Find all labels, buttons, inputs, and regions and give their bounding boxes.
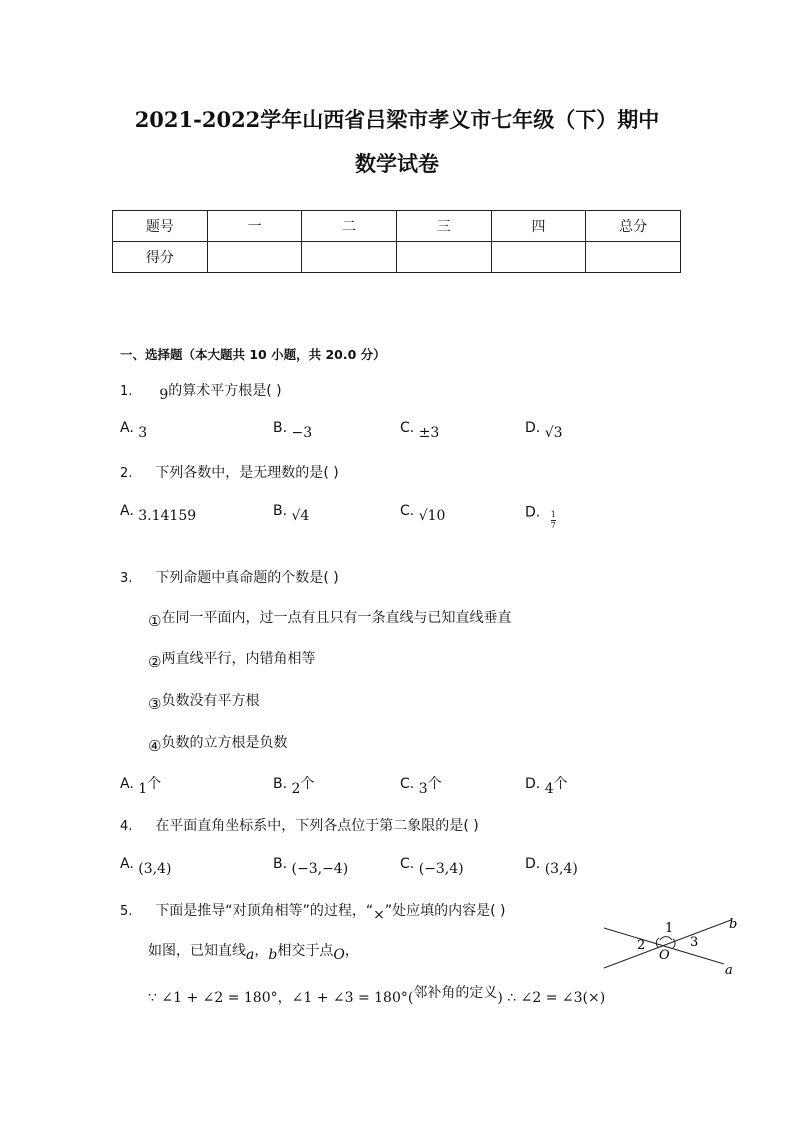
option-text: ±3 xyxy=(418,425,440,441)
answer-paren[interactable]: ( ) xyxy=(323,465,339,481)
fraction-denominator: 7 xyxy=(550,521,556,530)
question-5-given xyxy=(148,940,359,963)
section-heading: 一、选择题（本大题共 10 小题，共 20.0 分） xyxy=(120,347,386,362)
circled-number: ② xyxy=(148,653,162,671)
option-letter: D. xyxy=(525,420,541,436)
option-d[interactable] xyxy=(525,420,563,441)
option-letter: A. xyxy=(120,856,134,872)
angle-arc-2 xyxy=(656,938,659,948)
score-table xyxy=(112,210,681,273)
option-letter: A. xyxy=(120,776,134,792)
option-text: 3 xyxy=(138,425,148,441)
statement-4 xyxy=(148,732,288,755)
option-letter: D. xyxy=(525,776,541,792)
intersecting-lines-figure xyxy=(596,908,746,980)
angle-arc-3 xyxy=(673,939,675,948)
angle-label-2: 2 xyxy=(637,938,646,953)
score-input-cell[interactable] xyxy=(396,242,491,273)
score-input-cell[interactable] xyxy=(586,242,681,273)
option-b[interactable] xyxy=(273,420,313,441)
option-c[interactable] xyxy=(400,773,442,797)
statement-2 xyxy=(148,648,316,671)
proof-reason: 邻补角的定义 xyxy=(413,985,498,1001)
answer-paren[interactable]: ( ) xyxy=(490,903,506,919)
question-number: 3. xyxy=(120,571,133,586)
question-stem: 下面是推导“对顶角相等”的过程，“ xyxy=(155,903,374,919)
option-value: 1 xyxy=(138,781,148,797)
option-a[interactable] xyxy=(120,856,172,877)
option-letter: C. xyxy=(400,420,415,436)
angle-label-3: 3 xyxy=(690,935,699,950)
option-b[interactable] xyxy=(273,856,349,877)
option-c[interactable] xyxy=(400,503,446,524)
line-label-a: a xyxy=(725,963,733,978)
option-text: −3 xyxy=(291,425,313,441)
option-letter: B. xyxy=(273,420,288,436)
statement-3 xyxy=(148,690,260,713)
score-table-cell: 四 xyxy=(491,211,586,242)
option-d[interactable] xyxy=(525,856,578,877)
question-stem: 下列各数中，是无理数的是 xyxy=(155,465,324,481)
question-stem: 的算术平方根是 xyxy=(168,383,267,399)
score-table-header-row xyxy=(113,211,681,242)
score-table-cell: 一 xyxy=(207,211,302,242)
question-number: 1. xyxy=(120,384,133,399)
option-letter: C. xyxy=(400,776,415,792)
angle-arc-1 xyxy=(660,937,672,940)
cross-mark: × xyxy=(373,907,385,923)
answer-paren[interactable]: ( ) xyxy=(323,570,339,586)
option-letter: D. xyxy=(525,856,541,872)
statement-text: 两直线平行，内错角相等 xyxy=(161,651,316,667)
option-value: 3 xyxy=(418,781,428,797)
question-stem: ”处应填的内容是 xyxy=(384,903,491,919)
option-letter: B. xyxy=(273,776,288,792)
option-a[interactable] xyxy=(120,503,197,524)
option-c[interactable] xyxy=(400,420,440,441)
given-text: ， xyxy=(254,943,269,959)
option-c[interactable] xyxy=(400,856,464,877)
option-value: 4 xyxy=(544,781,554,797)
option-fraction xyxy=(551,511,556,530)
option-text: (−3,−4) xyxy=(291,861,349,877)
fraction-numerator: 1 xyxy=(550,510,556,519)
given-text: 相交于点 xyxy=(277,943,334,959)
circled-number: ③ xyxy=(148,695,162,713)
given-text: ， xyxy=(344,943,359,959)
option-text: (3,4) xyxy=(544,861,578,877)
page-title: 2021-2022学年山西省吕梁市孝义市七年级（下）期中 xyxy=(134,107,660,132)
score-table-cell: 得分 xyxy=(113,242,208,273)
question-5-proof xyxy=(148,987,605,1007)
option-d[interactable] xyxy=(525,503,556,530)
score-input-cell[interactable] xyxy=(302,242,397,273)
question-stem: 在平面直角坐标系中，下列各点位于第二象限的是 xyxy=(155,818,464,834)
option-unit: 个 xyxy=(553,776,568,792)
option-a[interactable] xyxy=(120,420,148,441)
option-unit: 个 xyxy=(147,776,162,792)
question-5 xyxy=(120,900,506,923)
given-text: 如图，已知直线 xyxy=(148,943,246,959)
option-b[interactable] xyxy=(273,773,315,797)
option-text: (−3,4) xyxy=(418,861,464,877)
option-text: √3 xyxy=(544,425,563,441)
page-subtitle: 数学试卷 xyxy=(355,151,439,176)
question-2 xyxy=(120,462,339,482)
variable-o: O xyxy=(333,947,345,963)
option-d[interactable] xyxy=(525,773,568,797)
question-number: 5. xyxy=(120,904,133,919)
question-4 xyxy=(120,815,479,835)
question-number: 2. xyxy=(120,466,133,481)
angle-label-1: 1 xyxy=(665,921,674,936)
variable-b: b xyxy=(268,947,278,963)
question-stem: 下列命题中真命题的个数是 xyxy=(155,570,324,586)
statement-1 xyxy=(148,607,512,630)
proof-text: ∵ ∠1 + ∠2 = 180°，∠1 + ∠3 = 180°( xyxy=(148,990,414,1006)
option-letter: B. xyxy=(273,856,288,872)
circled-number: ④ xyxy=(148,737,162,755)
statement-text: 在同一平面内，过一点有且只有一条直线与已知直线垂直 xyxy=(161,610,512,626)
statement-text: 负数没有平方根 xyxy=(161,693,260,709)
score-table-cell: 题号 xyxy=(113,211,208,242)
score-table-cell: 总分 xyxy=(586,211,681,242)
option-letter: B. xyxy=(273,503,288,519)
option-a[interactable] xyxy=(120,773,162,797)
option-letter: C. xyxy=(400,503,415,519)
option-text: 3.14159 xyxy=(138,508,197,524)
question-number: 4. xyxy=(120,819,133,834)
option-text: (3,4) xyxy=(138,861,172,877)
variable-a: a xyxy=(246,947,255,963)
option-text: √4 xyxy=(291,508,310,524)
option-letter: D. xyxy=(525,504,541,521)
score-table-score-row xyxy=(113,242,681,273)
statement-text: 负数的立方根是负数 xyxy=(161,735,288,751)
option-value: 2 xyxy=(291,781,301,797)
option-b[interactable] xyxy=(273,503,310,524)
score-table-cell: 三 xyxy=(396,211,491,242)
option-letter: C. xyxy=(400,856,415,872)
question-3 xyxy=(120,567,339,587)
score-input-cell[interactable] xyxy=(491,242,586,273)
option-unit: 个 xyxy=(300,776,315,792)
answer-paren[interactable]: ( ) xyxy=(266,383,282,399)
question-math: 9 xyxy=(159,387,169,403)
proof-text: ) ∴ ∠2 = ∠3(×) xyxy=(497,990,606,1006)
question-1 xyxy=(120,380,282,403)
score-table-cell: 二 xyxy=(302,211,397,242)
line-label-b: b xyxy=(729,917,738,932)
score-input-cell[interactable] xyxy=(207,242,302,273)
answer-paren[interactable]: ( ) xyxy=(463,818,479,834)
circled-number: ① xyxy=(148,612,162,630)
option-unit: 个 xyxy=(427,776,442,792)
option-letter: A. xyxy=(120,420,134,436)
option-text: √10 xyxy=(418,508,446,524)
option-letter: A. xyxy=(120,503,134,519)
point-label-o: O xyxy=(659,948,670,963)
